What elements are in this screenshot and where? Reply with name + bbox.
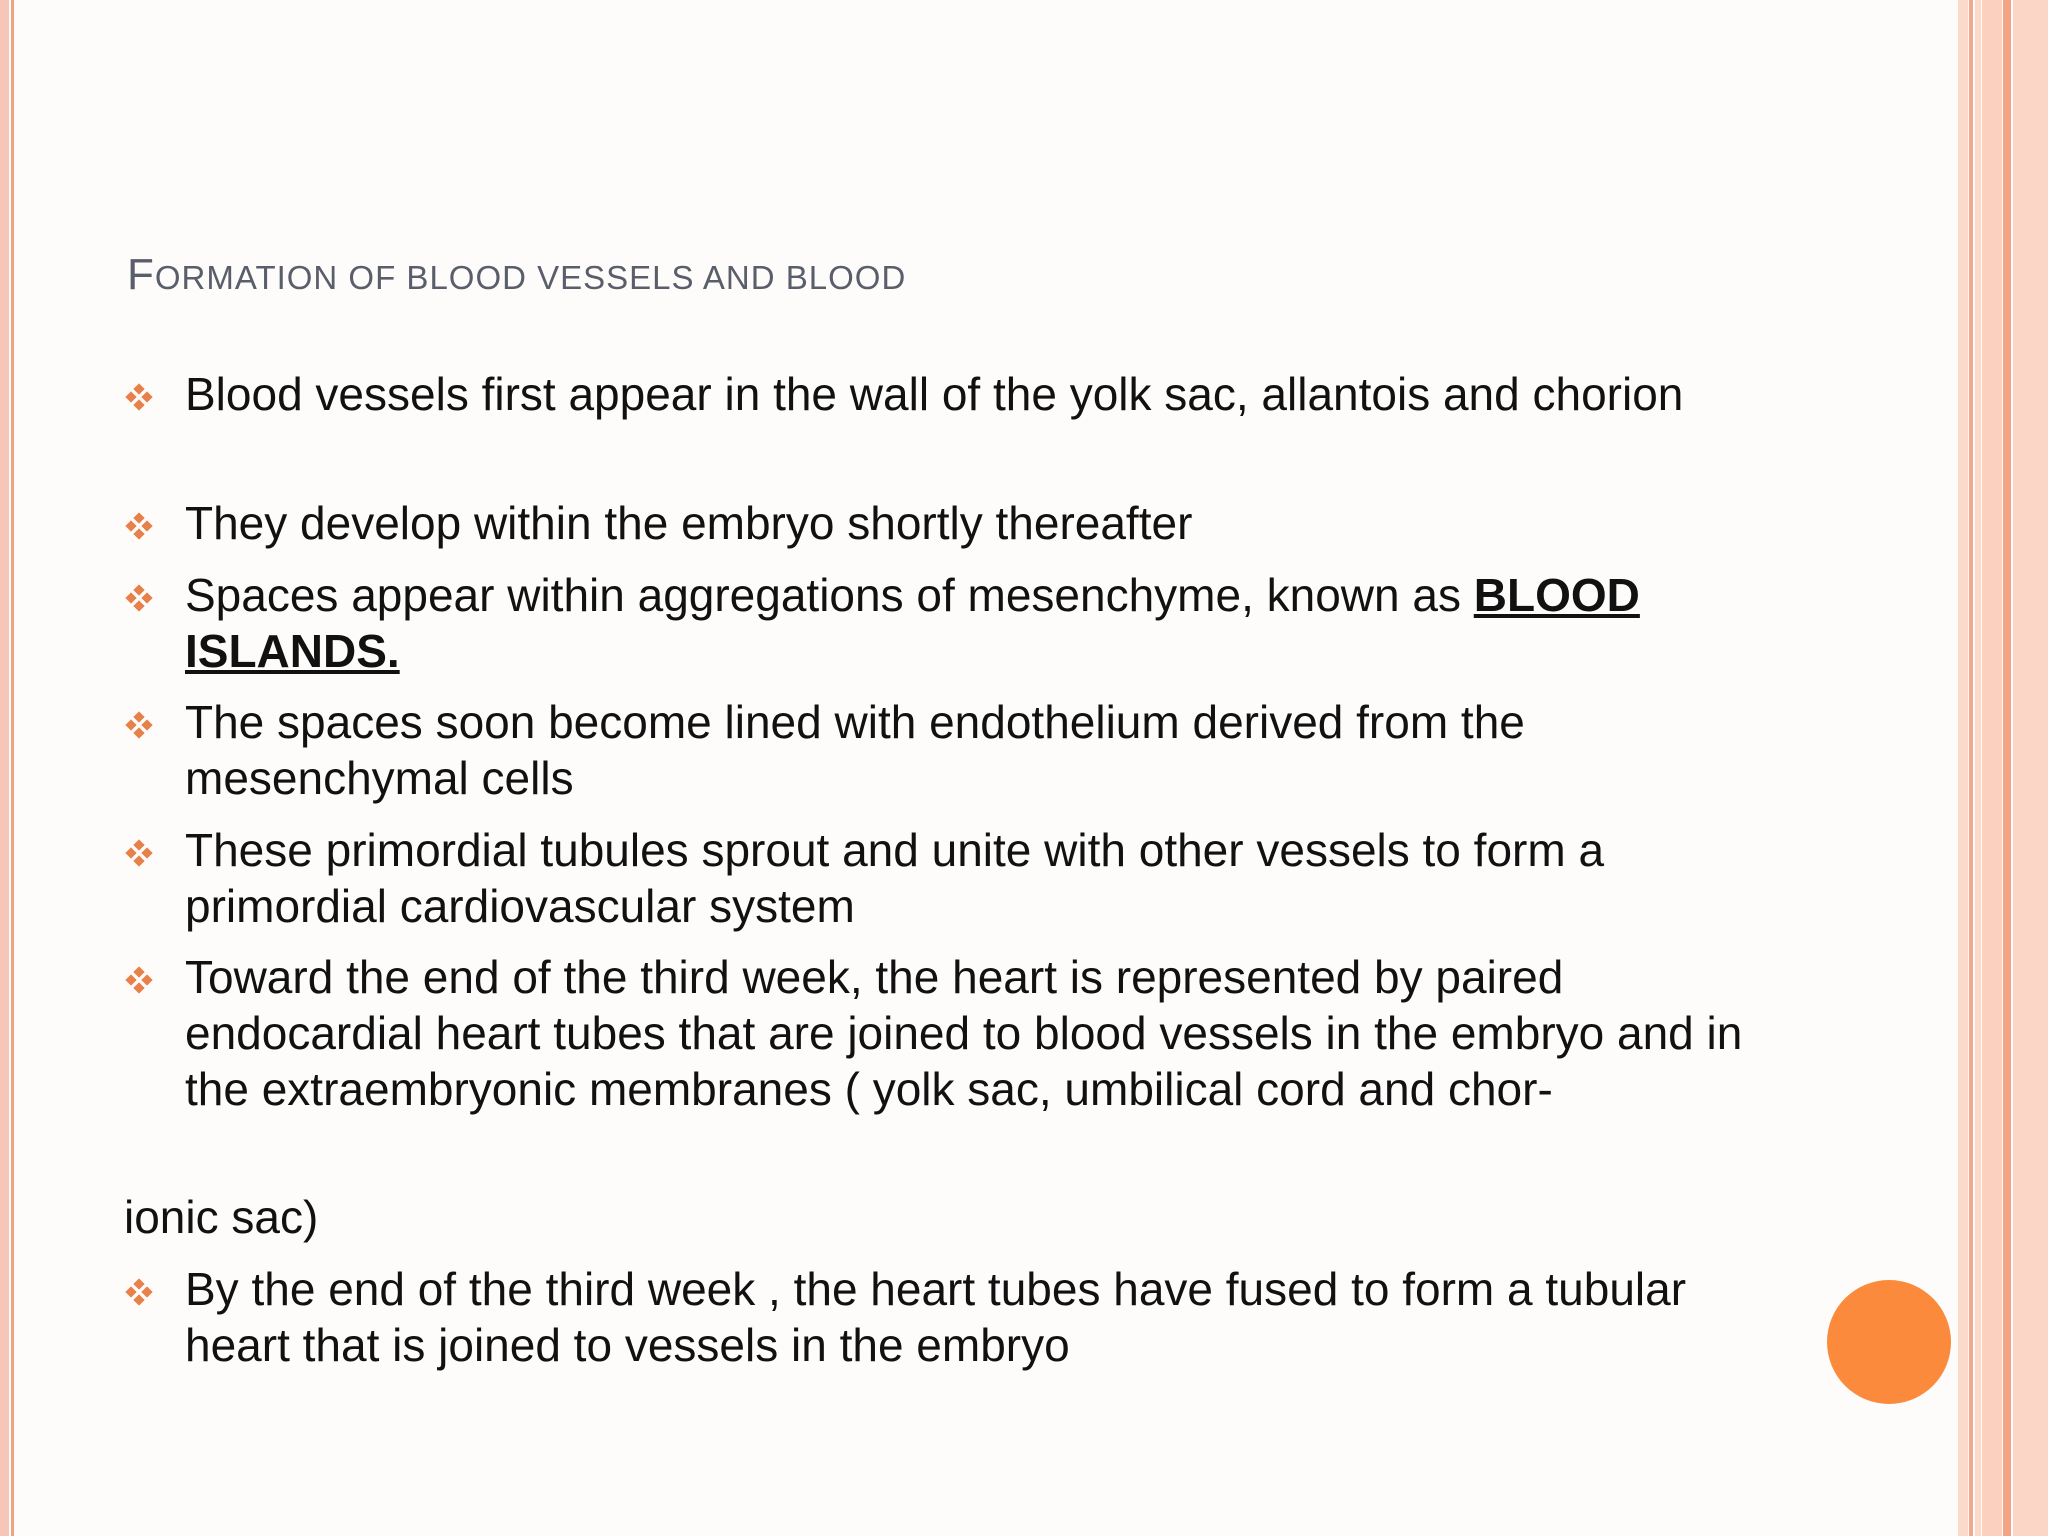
- blood-islands-emphasis: BLOOD ISLANDS.: [185, 569, 1640, 677]
- right-border-stripe: [1958, 0, 1968, 1536]
- orange-circle-decoration: [1827, 1280, 1951, 1404]
- diamond-bullet-icon: [124, 382, 154, 412]
- right-border-stripe: [1975, 0, 1981, 1536]
- bullet-item: [185, 567, 1745, 679]
- left-border-stripe: [0, 0, 9, 1536]
- bullet-item: The spaces soon become lined with endothelium derived from the mesenchymal cells: [185, 696, 1525, 804]
- bullet-item: By the end of the third week , the heart tubes have fused to form a tubular heart that is joined to vessels in the embryo: [185, 1263, 1687, 1371]
- bullet-item: These primordial tubules sprout and unite with other vessels to form a primordial cardiovascular system: [185, 824, 1605, 932]
- diamond-bullet-icon: [124, 1277, 154, 1307]
- diamond-bullet-icon: [124, 838, 154, 868]
- slide-title: FORMATION OF BLOOD VESSELS AND BLOOD: [127, 250, 907, 299]
- bullet-item: Blood vessels first appear in the wall of the yolk sac, allantois and chorion: [185, 368, 1684, 420]
- continuation-text: ionic sac): [124, 1191, 319, 1243]
- right-border-line: [2003, 0, 2011, 1536]
- diamond-bullet-icon: [124, 965, 154, 995]
- right-border-line: [1969, 0, 1973, 1536]
- bullet-item: Toward the end of the third week, the heart is represented by paired endocardial heart tubes that are joined to blood vessels in the embryo and in the extraembryonic membranes ( yolk sac, umbilical cord and chor-: [185, 951, 1743, 1115]
- diamond-bullet-icon: [124, 511, 154, 541]
- right-border-stripe: [1982, 0, 2002, 1536]
- diamond-bullet-icon: [124, 583, 154, 613]
- bullet-item: They develop within the embryo shortly thereafter: [185, 497, 1193, 549]
- right-border-stripe: [2013, 0, 2048, 1536]
- left-border-line: [11, 0, 14, 1536]
- bullet-text: Spaces appear within aggregations of mesenchyme, known as: [185, 569, 1474, 621]
- diamond-bullet-icon: [124, 710, 154, 740]
